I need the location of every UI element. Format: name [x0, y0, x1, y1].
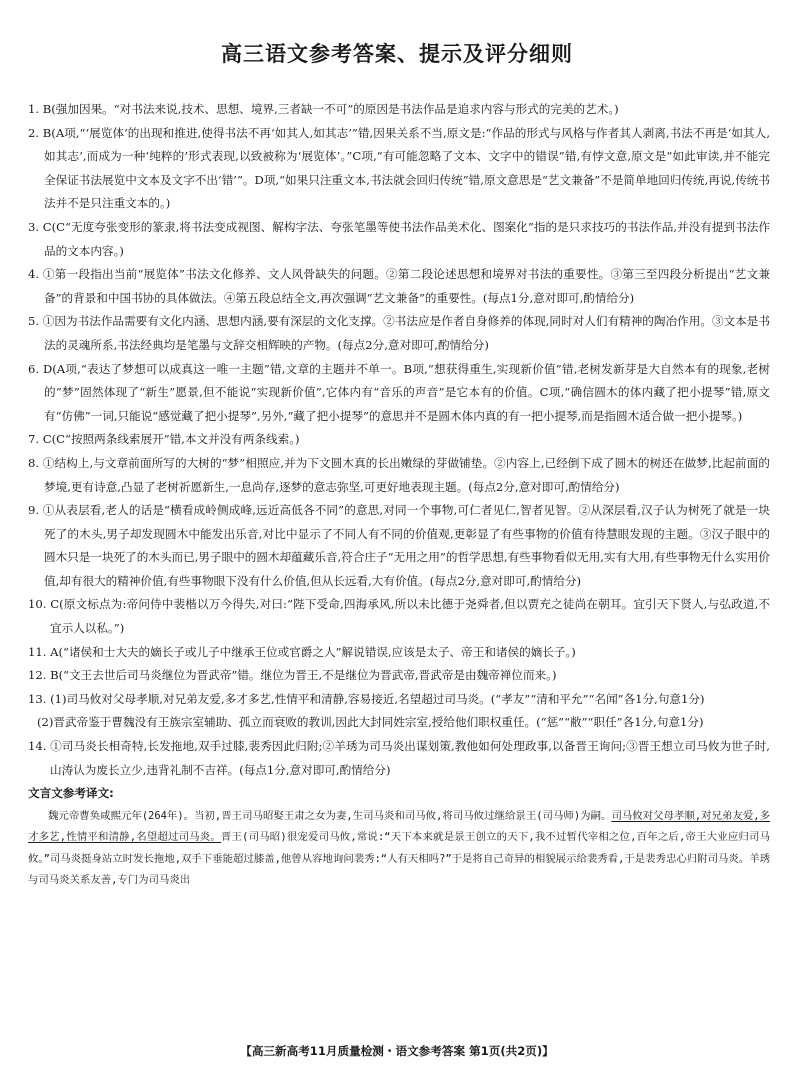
answer-item-10: 10. C(原文标点为:帝问侍中裴楷以万今得失,对曰:“陛下受命,四海承风,所以未比德于尧舜者,但以贾充之徒尚在朝耳。宜引天下贤人,与弘政道,不宜示人以私。”) — [28, 597, 770, 636]
translation-heading: 文言文参考译文: — [28, 786, 114, 801]
translation-before: 魏元帝曹奂咸熙元年(264年)。当初,晋王司马昭娶王肃之女为妻,生司马炎和司马攸,将司马攸过继给景王(司马师)为嗣。 — [48, 809, 612, 822]
page-title: 高三语文参考答案、提示及评分细则 — [221, 42, 573, 66]
answer-item-12: 12. B(“文王去世后司马炎继位为晋武帝”错。继位为晋王,不是继位为晋武帝,晋武帝是由魏帝禅位而来。) — [28, 668, 557, 683]
answer-item-13-part-2: (2)晋武帝鉴于曹魏没有王族宗室辅助、孤立而衰败的教训,因此大封同姓宗室,授给他们职权重任。(“惩”“敝”“职任”各1分,句意1分) — [37, 715, 704, 730]
answer-item-9: 9. ①从表层看,老人的话是“横看成岭侧成峰,远近高低各不同”的意思,对同一个事物,可仁者见仁,智者见智。②从深层看,汉子认为树死了就是一块死了的木头,男子却发现圆木中能发出乐音,对比中显示了不同人有不同的价值观,更彰显了有些事物的价值有待慧眼发现的主题。③汉子眼中的圆木只是一块死了的木头而已,男子眼中的圆木却蕴藏乐音,符合庄子“无用之用”的哲学思想,有些事物看似无用,实有大用,有些事物无什么实用价值,却有很大的精神价值,有些事物眼下没有什么价值,但从长远看,大有价值。(每点2分,意对即可,酌情给分) — [28, 503, 770, 588]
answer-item-11: 11. A(“诸侯和士大夫的嫡长子或儿子中继承王位或官爵之人”解说错误,应该是太子、帝王和诸侯的嫡长子。) — [28, 644, 576, 659]
answer-item-1: 1. B(强加因果。“对书法来说,技术、思想、境界,三者缺一不可”的原因是书法作品是追求内容与形式的完美的艺术。) — [28, 102, 619, 116]
page-footer: 【高三新高考11月质量检测・语文参考答案 第1页(共2页)】 — [240, 1044, 554, 1058]
translation-text — [28, 806, 770, 892]
answer-list — [28, 98, 770, 892]
answer-item-3: 3. C(C“无度夸张变形的篆隶,将书法变成视图、解构字法、夸张笔墨等使书法作品美术化、图案化”指的是只求技巧的书法作品,并没有提到书法作品的文本内容。) — [28, 219, 770, 258]
answer-item-2: 2. B(A项,“‘展览体’的出现和推进,使得书法不再‘如其人,如其志’”错,因果关系不当,原文是:“作品的形式与风格与作者其人剥离,书法不再是‘如其人,如其志’,而成为一种‘纯粹的’形式表现,以致被称为‘展览体’。”C项,“有可能忽略了文本、文字中的错误”错,有悖文意,原文是“如此审读,并不能完全保证书法展览中文本及文字不出‘错’”。D项,“如果只注重文本,书法就会回归传统”错,原文意思是“艺文兼备”不是简单地回归传统,再说,传统书法并不是只注重文本的。) — [28, 125, 770, 211]
answer-item-14: 14. ①司马炎长相奇特,长发拖地,双手过膝,裴秀因此归附;②羊琇为司马炎出谋划策,教他如何处理政事,以备晋王询问;③晋王想立司马攸为世子时,山涛认为废长立少,违背礼制不吉祥。(每点1分,意对即可,酌情给分) — [28, 739, 770, 777]
answer-item-13: 13. (1)司马攸对父母孝顺,对兄弟友爱,多才多艺,性情平和清静,容易接近,名望超过司马炎。(“孝友”“清和平允”“名闻”各1分,句意1分) — [28, 691, 705, 706]
answer-item-4: 4. ①第一段指出当前“展览体”书法文化修养、文人风骨缺失的问题。②第二段论述思想和境界对书法的重要性。③第三至四段分析提出“艺文兼备”的背景和中国书协的具体做法。④第五段总结全文,再次强调“艺文兼备”的重要性。(每点1分,意对即可,酌情给分) — [28, 267, 770, 305]
answer-item-7: 7. C(C“按照两条线索展开”错,本文并没有两条线索。) — [28, 432, 300, 447]
answer-item-6: 6. D(A项,“表达了梦想可以成真这一唯一主题”错,文章的主题并不单一。B项,“想获得重生,实现新价值”错,老树发新芽是大自然本有的现象,老树的“梦”固然体现了“新生”愿景,但不能说“实现新价值”,它体内有“音乐的声音”是它本有的价值。C项,“确信圆木的体内藏了把小提琴”错,原文有“仿佛”一词,只能说“感觉藏了把小提琴”,另外,“藏了把小提琴”的意思并不是圆木体内真的有一把小提琴,而是指圆木适合做一把小提琴。) — [28, 361, 770, 423]
answer-item-5: 5. ①因为书法作品需要有文化内涵、思想内涵,要有深层的文化支撑。②书法应是作者自身修养的体现,同时对人们有精神的陶冶作用。③文本是书法的灵魂所系,书法经典均是笔墨与文辞交相辉映的产物。(每点2分,意对即可,酌情给分) — [28, 314, 770, 352]
answer-item-8: 8. ①结构上,与文章前面所写的大树的“梦”相照应,并为下文圆木真的长出嫩绿的芽做铺垫。②内容上,已经倒下成了圆木的树还在做梦,比起前面的梦境,更有诗意,凸显了老树祈愿新生,一息尚存,逐梦的意志弥坚,可更好地表现主题。(每点2分,意对即可,酌情给分) — [28, 455, 770, 494]
translation-after: 晋王(司马昭)很宠爱司马攸,常说:“天下本来就是景王创立的天下,我不过暂代宰相之位,百年之后,帝王大业应归司马攸。”司马炎挺身站立时发长拖地,双手下垂能超过膝盖,他曾从容地询问裴秀:“人有天相吗?”于是将自己奇异的相貌展示给裴秀看,于是裴秀忠心归附司马炎。羊琇与司马炎关系友善,专门为司马炎出 — [28, 831, 770, 887]
translation-underlined: 司马攸对父母孝顺,对兄弟友爱,多才多艺,性情平和清静,名望超过司马炎。 — [28, 809, 770, 844]
